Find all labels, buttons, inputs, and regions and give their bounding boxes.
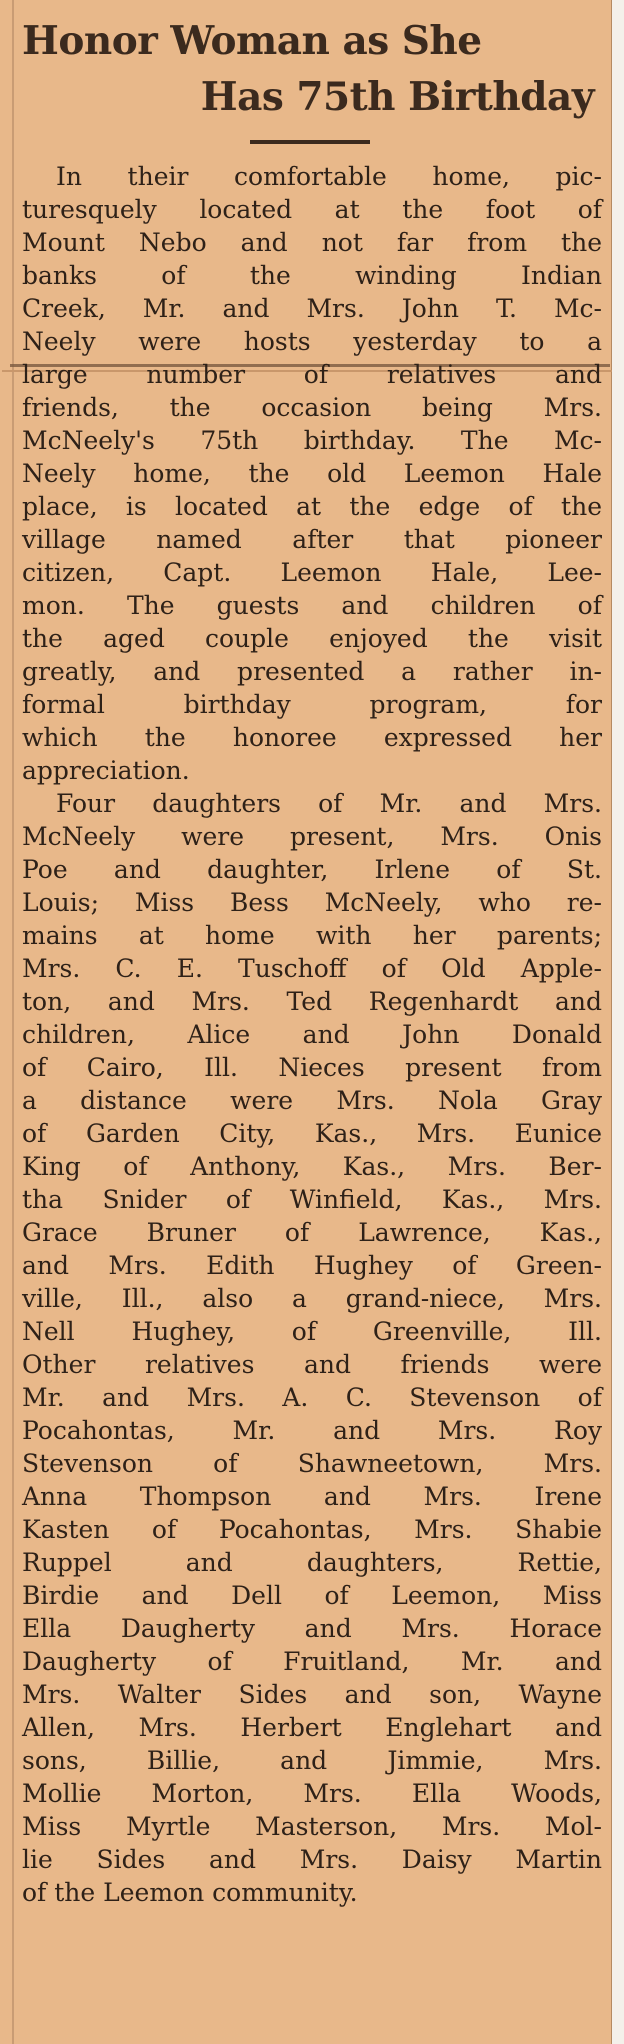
- text-line: Stevenson of Shawneetown, Mrs.: [22, 1449, 602, 1478]
- text-line: Mrs. C. E. Tuschoff of Old Apple-: [22, 954, 602, 983]
- text-line: of the Leemon community.: [22, 1878, 358, 1907]
- text-line: Nell Hughey, of Greenville, Ill.: [22, 1317, 602, 1346]
- text-line: Neely were hosts yesterday to a: [22, 327, 602, 356]
- text-line: In their comfortable home, pic-: [56, 162, 602, 191]
- text-line: Allen, Mrs. Herbert Englehart and: [22, 1713, 602, 1742]
- text-line: Mrs. Walter Sides and son, Wayne: [22, 1680, 602, 1709]
- text-line: turesquely located at the foot of: [22, 195, 602, 224]
- text-line: Anna Thompson and Mrs. Irene: [22, 1482, 602, 1511]
- paragraph-1: [22, 160, 602, 787]
- text-line: ton, and Mrs. Ted Regenhardt and: [22, 987, 602, 1016]
- text-line: mon. The guests and children of: [22, 591, 602, 620]
- text-line: Daugherty of Fruitland, Mr. and: [22, 1647, 602, 1676]
- text-line: the aged couple enjoyed the visit: [22, 624, 602, 653]
- text-line: sons, Billie, and Jimmie, Mrs.: [22, 1746, 602, 1775]
- text-line: Pocahontas, Mr. and Mrs. Roy: [22, 1416, 602, 1445]
- text-line: Grace Bruner of Lawrence, Kas.,: [22, 1218, 602, 1247]
- headline-line-1: Honor Woman as She: [22, 18, 482, 64]
- text-line: lie Sides and Mrs. Daisy Martin: [22, 1845, 602, 1874]
- text-line: of Cairo, Ill. Nieces present from: [22, 1053, 602, 1082]
- text-line: Ruppel and daughters, Rettie,: [22, 1548, 602, 1577]
- text-line: ville, Ill., also a grand-niece, Mrs.: [22, 1284, 602, 1313]
- text-line: of Garden City, Kas., Mrs. Eunice: [22, 1119, 602, 1148]
- headline-rule: [250, 140, 370, 144]
- text-line: appreciation.: [22, 756, 190, 785]
- text-line: children, Alice and John Donald: [22, 1020, 602, 1049]
- text-line: Birdie and Dell of Leemon, Miss: [22, 1581, 602, 1610]
- text-line: which the honoree expressed her: [22, 723, 602, 752]
- text-line: Four daughters of Mr. and Mrs.: [56, 789, 602, 818]
- text-line: Ella Daugherty and Mrs. Horace: [22, 1614, 602, 1643]
- text-line: Poe and daughter, Irlene of St.: [22, 855, 602, 884]
- text-line: King of Anthony, Kas., Mrs. Ber-: [22, 1152, 602, 1181]
- text-line: and Mrs. Edith Hughey of Green-: [22, 1251, 602, 1280]
- text-line: village named after that pioneer: [22, 525, 602, 554]
- text-line: large number of relatives and: [22, 360, 602, 389]
- headline-line-2: Has 75th Birthday: [200, 74, 594, 120]
- text-line: a distance were Mrs. Nola Gray: [22, 1086, 602, 1115]
- text-line: Louis; Miss Bess McNeely, who re-: [22, 888, 602, 917]
- clipping-edge: [12, 0, 14, 2044]
- article-body: [22, 160, 602, 1909]
- headline: [0, 0, 612, 150]
- text-line: Kasten of Pocahontas, Mrs. Shabie: [22, 1515, 602, 1544]
- text-line: McNeely's 75th birthday. The Mc-: [22, 426, 602, 455]
- text-line: Mollie Morton, Mrs. Ella Woods,: [22, 1779, 602, 1808]
- text-line: Mount Nebo and not far from the: [22, 228, 602, 257]
- text-line: greatly, and presented a rather in-: [22, 657, 602, 686]
- text-line: Neely home, the old Leemon Hale: [22, 459, 602, 488]
- text-line: Creek, Mr. and Mrs. John T. Mc-: [22, 294, 602, 323]
- text-line: Other relatives and friends were: [22, 1350, 602, 1379]
- text-line: Miss Myrtle Masterson, Mrs. Mol-: [22, 1812, 602, 1841]
- text-line: banks of the winding Indian: [22, 261, 602, 290]
- paragraph-2: [22, 787, 602, 1909]
- text-line: citizen, Capt. Leemon Hale, Lee-: [22, 558, 602, 587]
- text-line: tha Snider of Winfield, Kas., Mrs.: [22, 1185, 602, 1214]
- text-line: place, is located at the edge of the: [22, 492, 602, 521]
- text-line: McNeely were present, Mrs. Onis: [22, 822, 602, 851]
- text-line: Mr. and Mrs. A. C. Stevenson of: [22, 1383, 602, 1412]
- text-line: mains at home with her parents;: [22, 921, 602, 950]
- text-line: friends, the occasion being Mrs.: [22, 393, 602, 422]
- text-line: formal birthday program, for: [22, 690, 602, 719]
